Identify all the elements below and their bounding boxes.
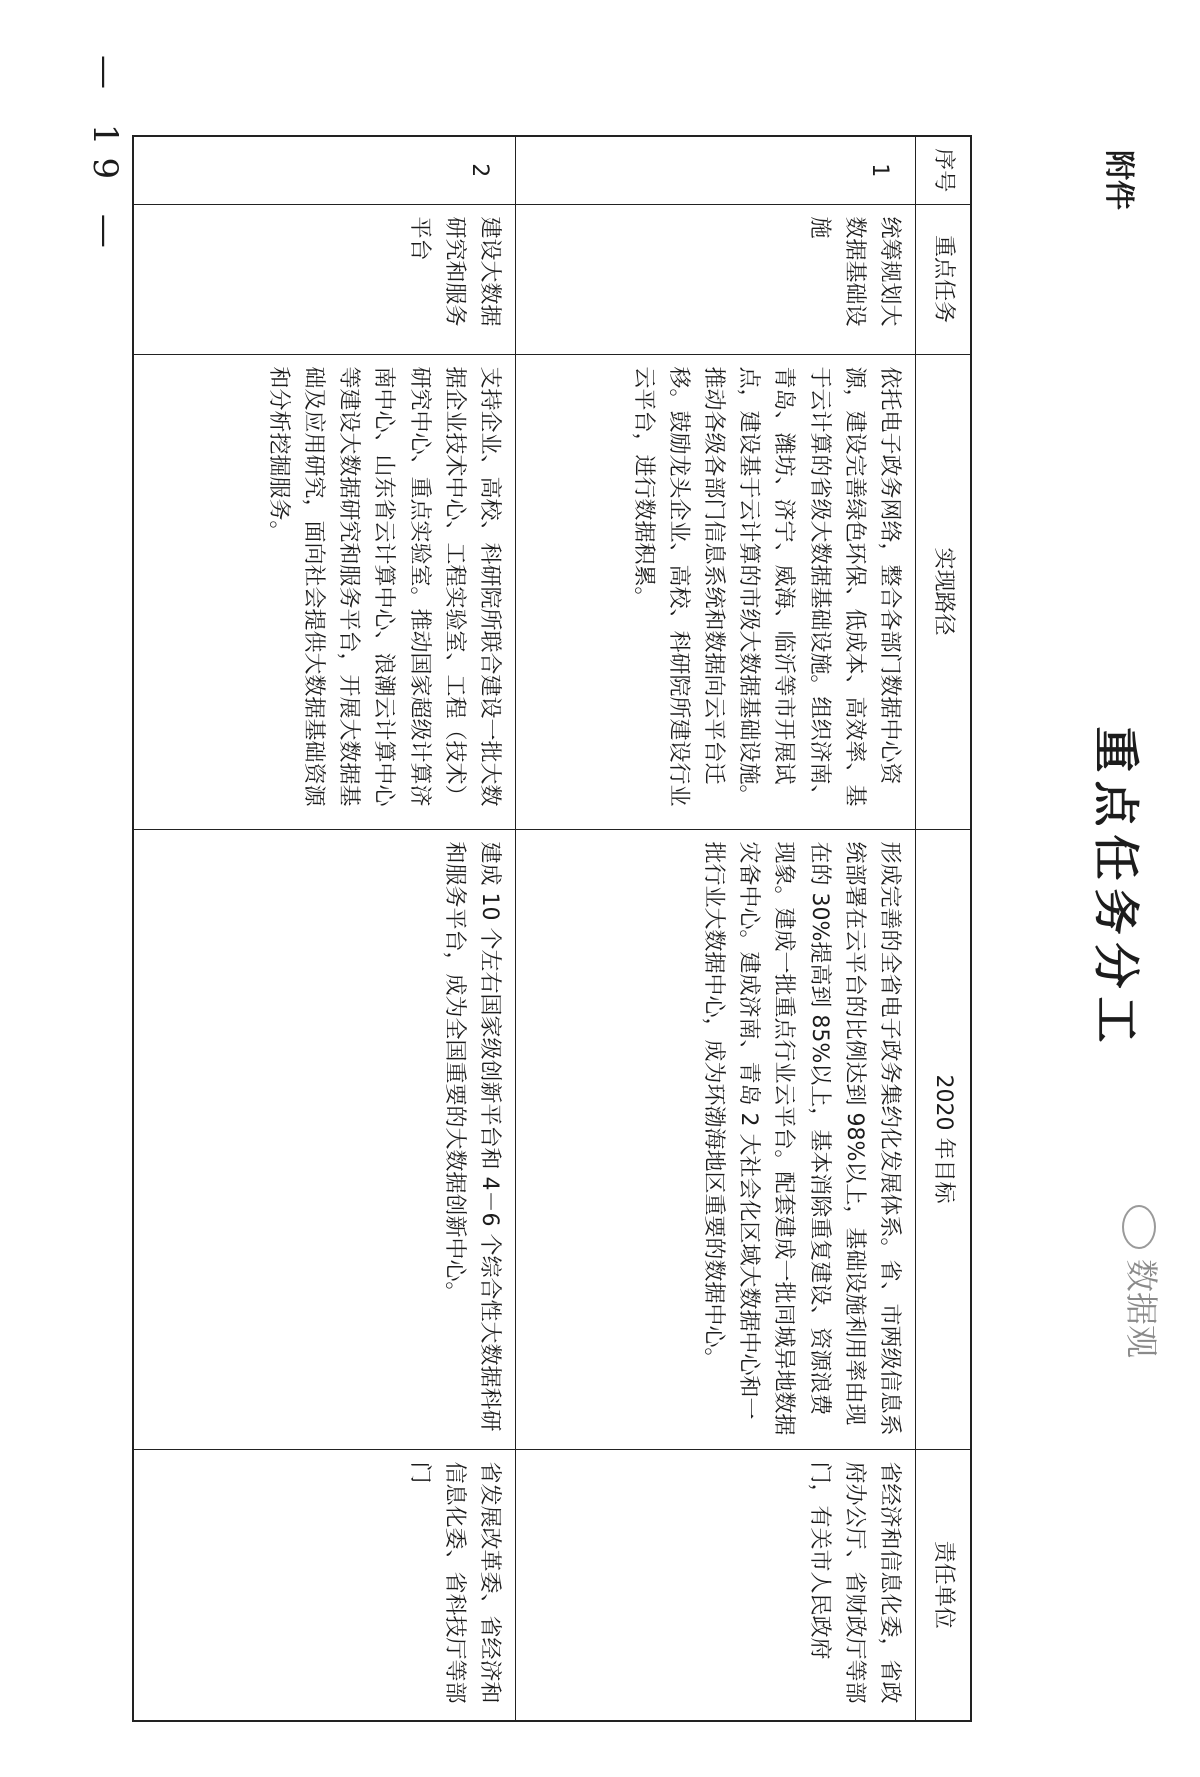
row-unit: 省经济和信息化委，省政府办公厅、省财政厅等部门，有关市人民政府 xyxy=(516,1449,916,1721)
watermark xyxy=(1120,1205,1167,1358)
page-title: 重点任务分工 xyxy=(1089,726,1143,1051)
table-row xyxy=(133,136,516,1721)
page-number: — 19 — xyxy=(85,55,125,260)
row-seq: 2 xyxy=(133,136,516,204)
row-seq: 1 xyxy=(516,136,916,204)
task-table xyxy=(132,135,972,1722)
table-header-row xyxy=(916,136,972,1721)
row-unit: 省发展改革委、省经济和信息化委、省科技厅等部门 xyxy=(133,1449,516,1721)
row-path: 支持企业、高校、科研院所联合建设一批大数据企业技术中心、工程实验室、工程（技术）研究中心、重点实验室。推动国家超级计算济南中心、山东省云计算中心、浪潮云计算中心等建设大数据研究和服务平台，开展大数据基础及应用研究，面向社会提供大数据基础资源和分析挖掘服务。 xyxy=(133,354,516,829)
row-path: 依托电子政务网络，整合各部门数据中心资源，建设完善绿色环保、低成本、高效率、基于云计算的省级大数据基础设施。组织济南、青岛、潍坊、济宁、威海、临沂等市开展试点，建设基于云计算的市级大数据基础设施。推动各级各部门信息系统和数据向云平台迁移。鼓励龙头企业、高校、科研院所建设行业云平台，进行数据积累。 xyxy=(516,354,916,829)
watermark-text: 数据观 xyxy=(1122,1259,1161,1358)
header-task: 重点任务 xyxy=(916,204,972,354)
row-task: 建设大数据研究和服务平台 xyxy=(133,204,516,354)
attachment-label: 附件 xyxy=(1101,150,1136,210)
row-task: 统筹规划大数据基础设施 xyxy=(516,204,916,354)
row-goal: 形成完善的全省电子政务集约化发展体系。省、市两级信息系统部署在云平台的比例达到 98%以上，基础设施利用率由现在的 30%提高到 85%以上，基本消除重复建设、资源浪费现象。建成一批重点行业云平台。配套建成一批同城异地数据灾备中心。建成济南、青岛 2 大社会化区域大数据中心和一批行业大数据中心，成为环渤海地区重要的数据中心。 xyxy=(516,829,916,1449)
header-goal: 2020 年目标 xyxy=(916,829,972,1449)
row-goal: 建成 10 个左右国家级创新平台和 4－6 个综合性大数据科研和服务平台，成为全国重要的大数据创新中心。 xyxy=(133,829,516,1449)
header-path: 实现路径 xyxy=(916,354,972,829)
header-seq: 序号 xyxy=(916,136,972,204)
wechat-icon xyxy=(1123,1205,1157,1249)
header-unit: 责任单位 xyxy=(916,1449,972,1721)
table-row xyxy=(516,136,916,1721)
